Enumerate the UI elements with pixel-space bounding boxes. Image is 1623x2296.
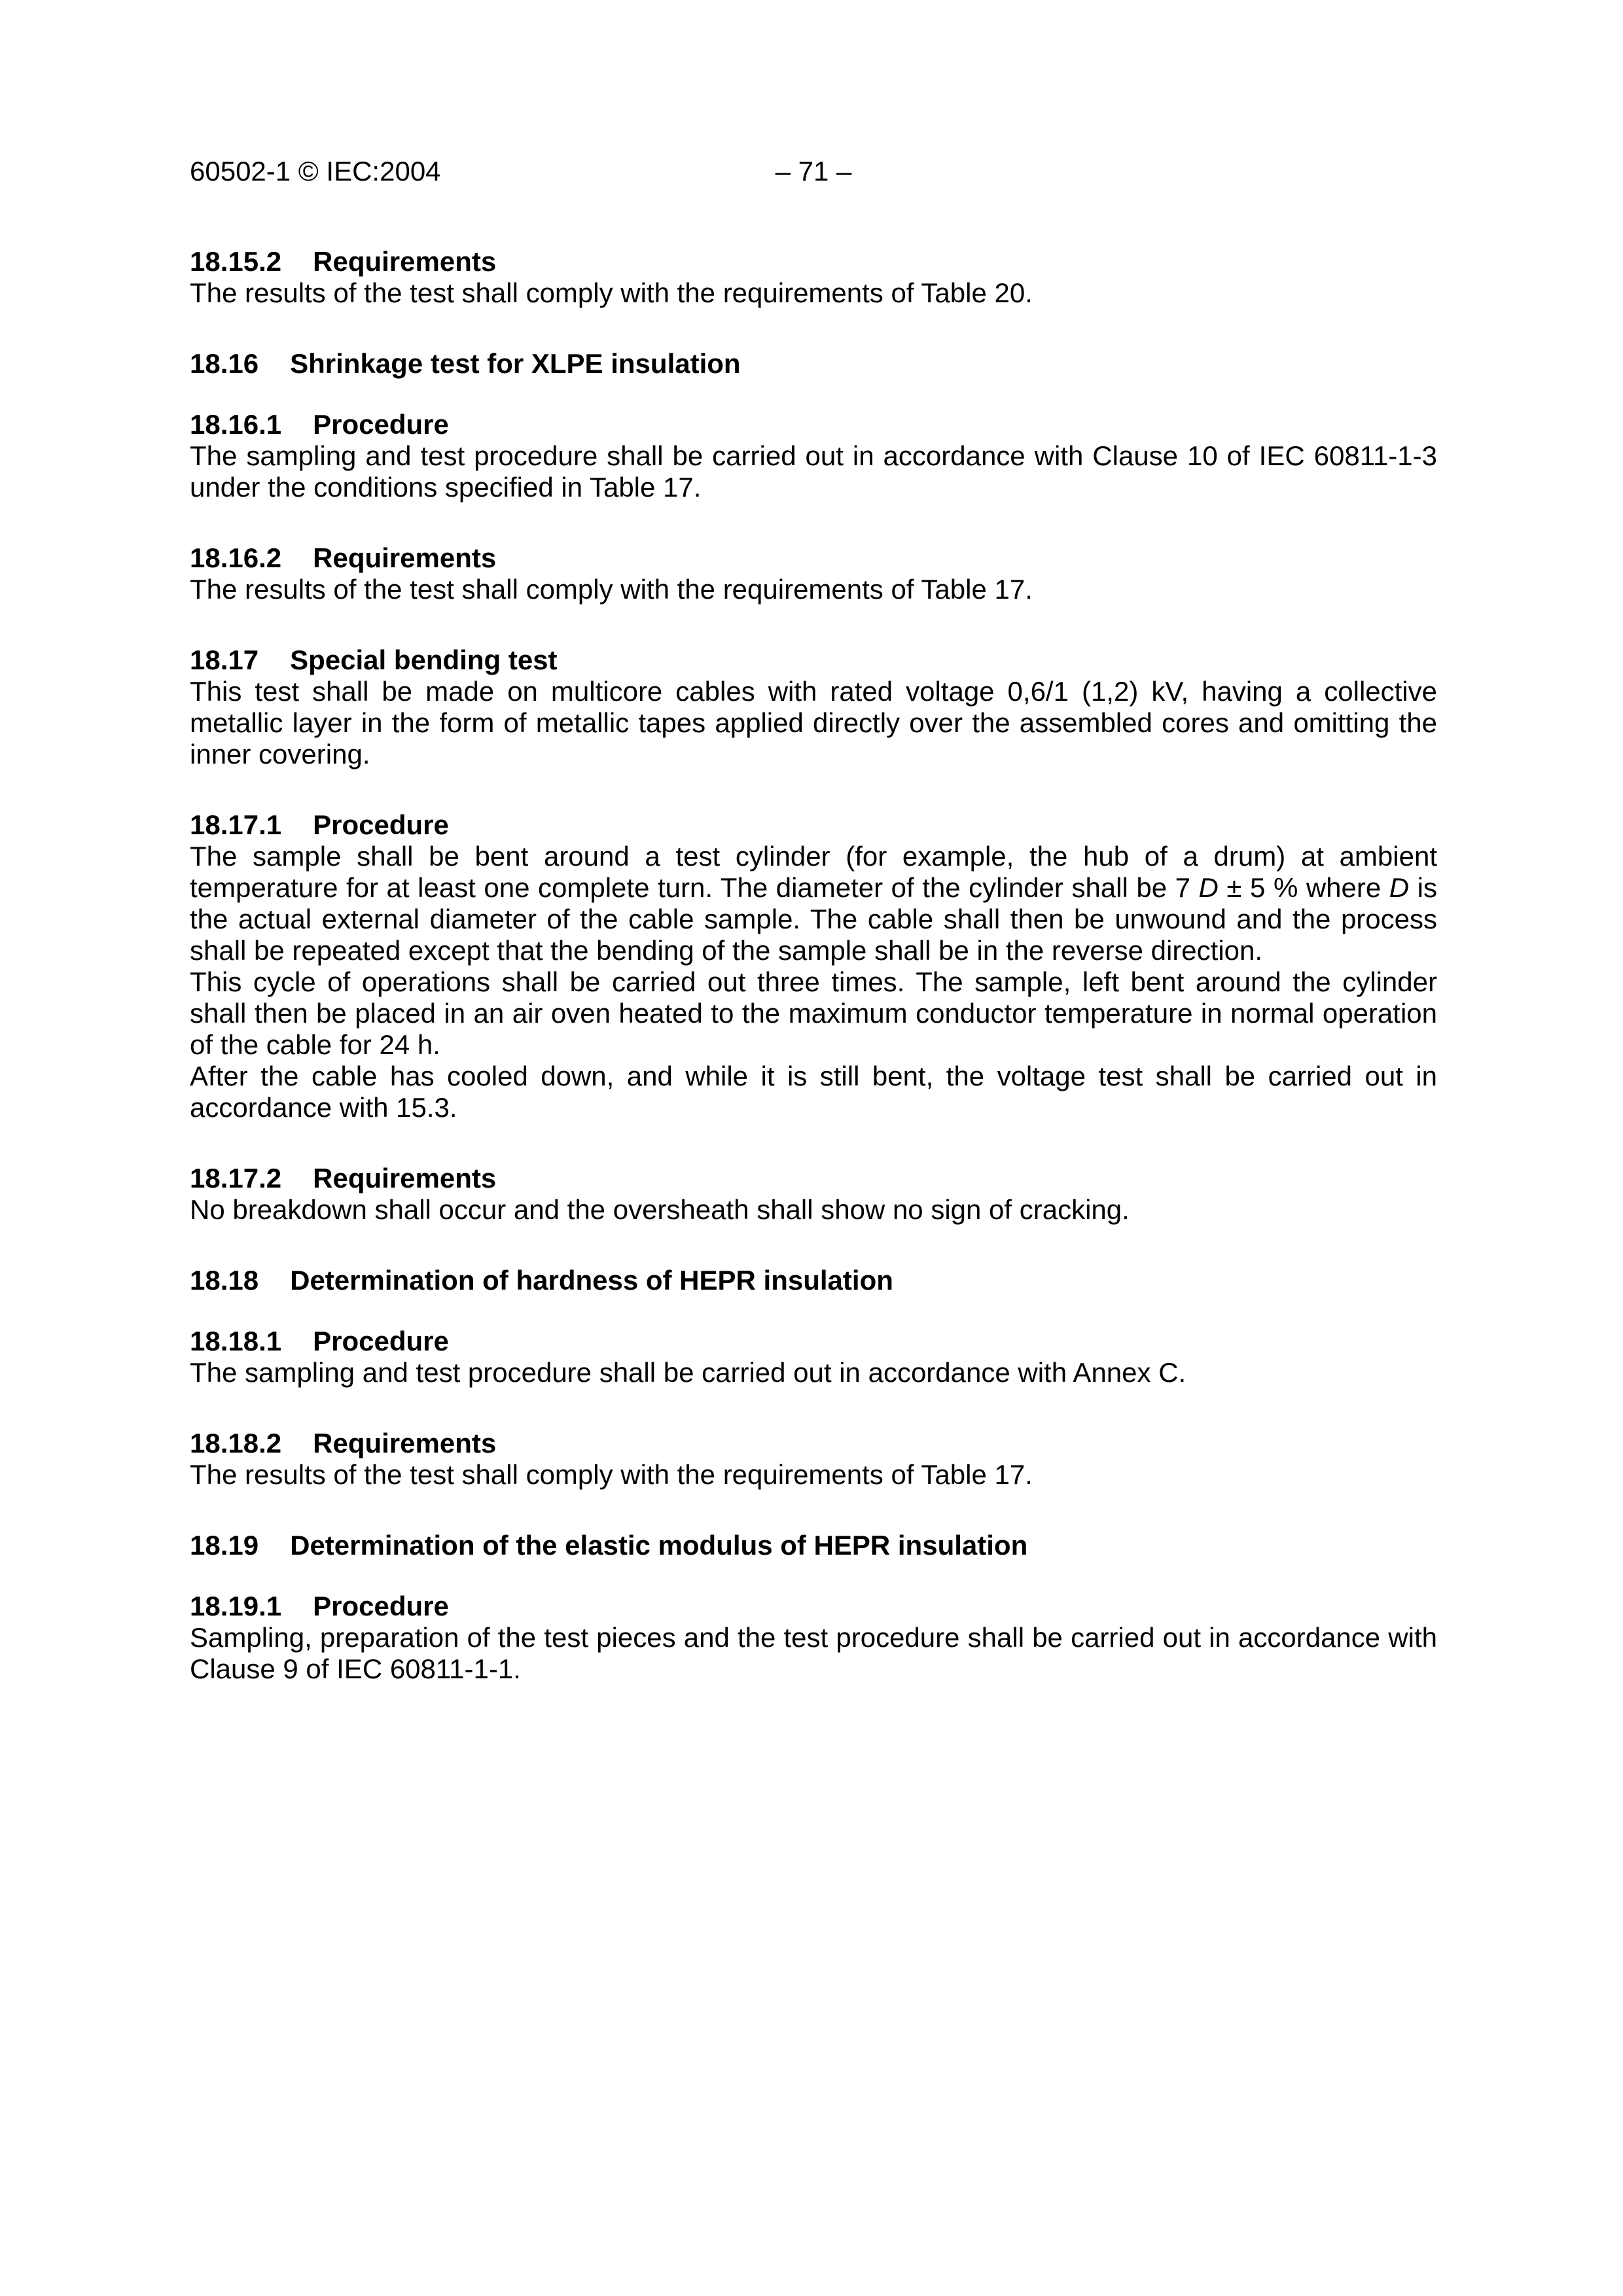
section-title: Shrinkage test for XLPE insulation	[290, 348, 741, 379]
section-title: Requirements	[313, 246, 497, 277]
document-content	[190, 156, 1437, 1685]
section-heading-18-16-2	[190, 542, 1437, 574]
section-heading-18-18	[190, 1265, 1437, 1296]
paragraph-18-16-2: The results of the test shall comply with the requirements of Table 17.	[190, 574, 1033, 605]
variable-d-italic: D	[1389, 872, 1410, 903]
section-heading-18-19-1	[190, 1591, 1437, 1622]
section-title: Determination of hardness of HEPR insulation	[290, 1265, 893, 1296]
section-number: 18.18.1	[190, 1326, 282, 1356]
section-number: 18.17	[190, 645, 259, 675]
section-heading-18-18-1	[190, 1326, 1437, 1357]
section-heading-18-15-2	[190, 246, 1437, 277]
section-heading-18-17	[190, 645, 1437, 676]
section-number: 18.18.2	[190, 1428, 282, 1458]
paragraph-18-19-1: Sampling, preparation of the test pieces and the test procedure shall be carried out in accordance with Clause 9 of IEC 60811-1-1.	[190, 1622, 1437, 1684]
section-number: 18.16.2	[190, 542, 282, 573]
paragraph-18-17-1-a	[190, 841, 1437, 966]
document-reference: 60502-1 © IEC:2004	[190, 156, 441, 186]
section-title: Requirements	[313, 1428, 497, 1458]
paragraph-18-18-1: The sampling and test procedure shall be carried out in accordance with Annex C.	[190, 1357, 1186, 1388]
paragraph-18-17-1-c: After the cable has cooled down, and while it is still bent, the voltage test shall be carried out in accordance with 15.3.	[190, 1061, 1437, 1123]
paragraph-18-17: This test shall be made on multicore cables with rated voltage 0,6/1 (1,2) kV, having a collective metallic layer in the form of metallic tapes applied directly over the assembled cores and omitting the inner covering.	[190, 676, 1437, 769]
section-title: Special bending test	[290, 645, 558, 675]
section-title: Procedure	[313, 809, 449, 840]
section-number: 18.18	[190, 1265, 259, 1296]
section-title: Requirements	[313, 542, 497, 573]
variable-d-italic: D	[1198, 872, 1219, 903]
paragraph-18-16-1: The sampling and test procedure shall be carried out in accordance with Clause 10 of IEC 60811-1-3 under the conditions specified in Table 17.	[190, 440, 1437, 503]
section-number: 18.19	[190, 1530, 259, 1561]
section-heading-18-17-1	[190, 809, 1437, 841]
page-number: – 71 –	[775, 156, 852, 186]
section-heading-18-19	[190, 1530, 1437, 1561]
section-number: 18.19.1	[190, 1591, 282, 1621]
paragraph-text-part: is the actual external diameter of the cable sample. The cable shall then be unwound and the process shall be repeated except that the bending of the sample shall be in the reverse direction.	[190, 872, 1438, 966]
section-title: Procedure	[313, 409, 449, 440]
paragraph-18-17-2: No breakdown shall occur and the oversheath shall show no sign of cracking.	[190, 1194, 1130, 1225]
section-title: Determination of the elastic modulus of HEPR insulation	[290, 1530, 1028, 1561]
section-heading-18-16-1	[190, 409, 1437, 440]
section-heading-18-16	[190, 348, 1437, 380]
paragraph-text-part: ± 5 % where	[1218, 872, 1389, 903]
section-heading-18-17-2	[190, 1163, 1437, 1194]
paragraph-18-17-1-b: This cycle of operations shall be carried out three times. The sample, left bent around the cylinder shall then be placed in an air oven heated to the maximum conductor temperature in normal operation of the cable for 24 h.	[190, 966, 1437, 1060]
section-number: 18.17.2	[190, 1163, 282, 1193]
section-number: 18.16	[190, 348, 259, 379]
section-number: 18.17.1	[190, 809, 282, 840]
paragraph-18-18-2: The results of the test shall comply with the requirements of Table 17.	[190, 1459, 1033, 1490]
section-title: Procedure	[313, 1326, 449, 1356]
paragraph-text-part: The sample shall be bent around a test cylinder (for example, the hub of a drum) at ambient temperature for at least one complete turn. The diameter of the cylinder shall be 7	[190, 841, 1437, 903]
section-heading-18-18-2	[190, 1428, 1437, 1459]
section-title: Requirements	[313, 1163, 497, 1193]
paragraph-18-15-2: The results of the test shall comply with the requirements of Table 20.	[190, 277, 1033, 308]
section-number: 18.15.2	[190, 246, 282, 277]
page-header	[190, 156, 1437, 187]
section-number: 18.16.1	[190, 409, 282, 440]
section-title: Procedure	[313, 1591, 449, 1621]
